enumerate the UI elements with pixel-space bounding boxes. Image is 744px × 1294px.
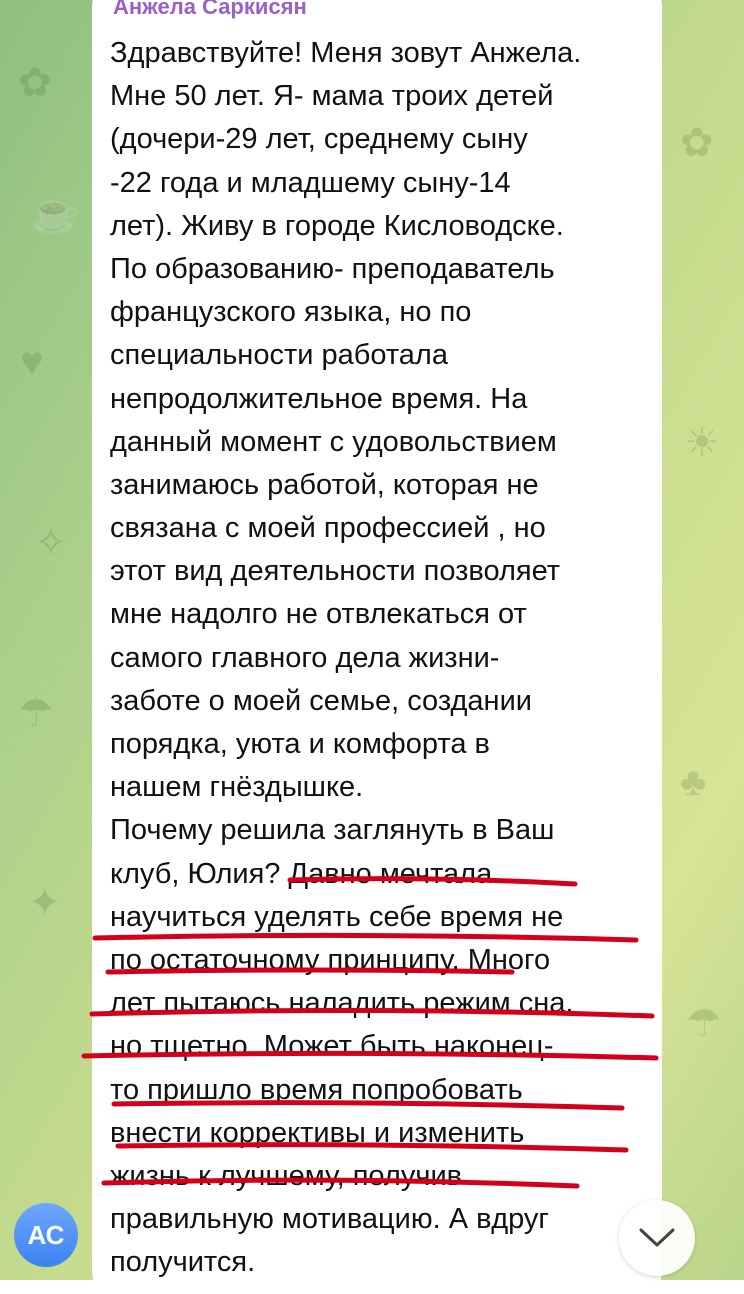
chevron-down-icon (637, 1226, 677, 1250)
doodle-icon: ☀ (684, 421, 720, 465)
message-line: лет). Живу в городе Кисловодске. (110, 209, 564, 242)
message-line: порядка, уюта и комфорта в (110, 728, 490, 760)
message-line: данный момент с удовольствием (110, 425, 557, 458)
avatar[interactable]: АС (14, 1203, 78, 1267)
message-line: По образованию- преподаватель (110, 252, 555, 285)
message-line: по остаточному принципу. Много (110, 943, 551, 976)
message-line: правильную мотивацию. А вдруг (110, 1203, 549, 1236)
message-line: лет пытаюсь наладить режим сна, (110, 987, 574, 1020)
doodle-icon: ✧ (34, 521, 68, 565)
message-line: научиться уделять себе время не (110, 900, 564, 933)
message-line: этот вид деятельности позволяет (110, 555, 561, 588)
message-line: специальности работала (110, 339, 448, 372)
message-line: получится. (110, 1246, 256, 1279)
message-line: нашем гнёздышке. (110, 771, 364, 804)
doodle-icon: ☂ (18, 691, 54, 735)
doodle-icon: ☂ (686, 1001, 722, 1045)
message-line: заботе о моей семье, создании (110, 684, 532, 717)
sender-name[interactable]: Анжела Саркисян (113, 0, 307, 19)
message-line: (дочери-29 лет, среднему сыну (110, 123, 528, 156)
message-line: самого главного дела жизни- (110, 641, 500, 674)
doodle-icon: ♥ (20, 340, 44, 384)
doodle-icon: ☕ (30, 192, 80, 236)
message-line: но тщетно. Может быть наконец- (110, 1030, 554, 1063)
message-line: французского языка, но по (110, 296, 472, 329)
doodle-icon: ✿ (680, 121, 714, 165)
message-line: -22 года и младшему сыну-14 (110, 166, 511, 199)
message-line: занимаюсь работой, которая не (110, 468, 539, 501)
message-line: то пришло время попробовать (110, 1073, 523, 1106)
message-line: Здравствуйте! Меня зовут Анжела. (110, 37, 582, 69)
message-line: Почему решила заглянуть в Ваш (110, 814, 555, 847)
doodle-icon: ♣ (680, 760, 707, 804)
message-line: Мне 50 лет. Я- мама троих детей (110, 80, 554, 113)
scroll-down-button[interactable] (619, 1200, 695, 1276)
doodle-icon: ✦ (28, 881, 62, 925)
message-line: жизнь к лучшему, получив (110, 1159, 463, 1192)
doodle-icon: ✿ (18, 61, 52, 105)
message-line: внести коррективы и изменить (110, 1116, 525, 1149)
message-line: клуб, Юлия? Давно мечтала (110, 857, 493, 890)
message-line: связана с моей профессией , но (110, 512, 546, 545)
message-line: непродолжительное время. На (110, 382, 528, 415)
message-line: мне надолго не отвлекаться от (110, 598, 527, 631)
message-text (110, 32, 655, 1284)
